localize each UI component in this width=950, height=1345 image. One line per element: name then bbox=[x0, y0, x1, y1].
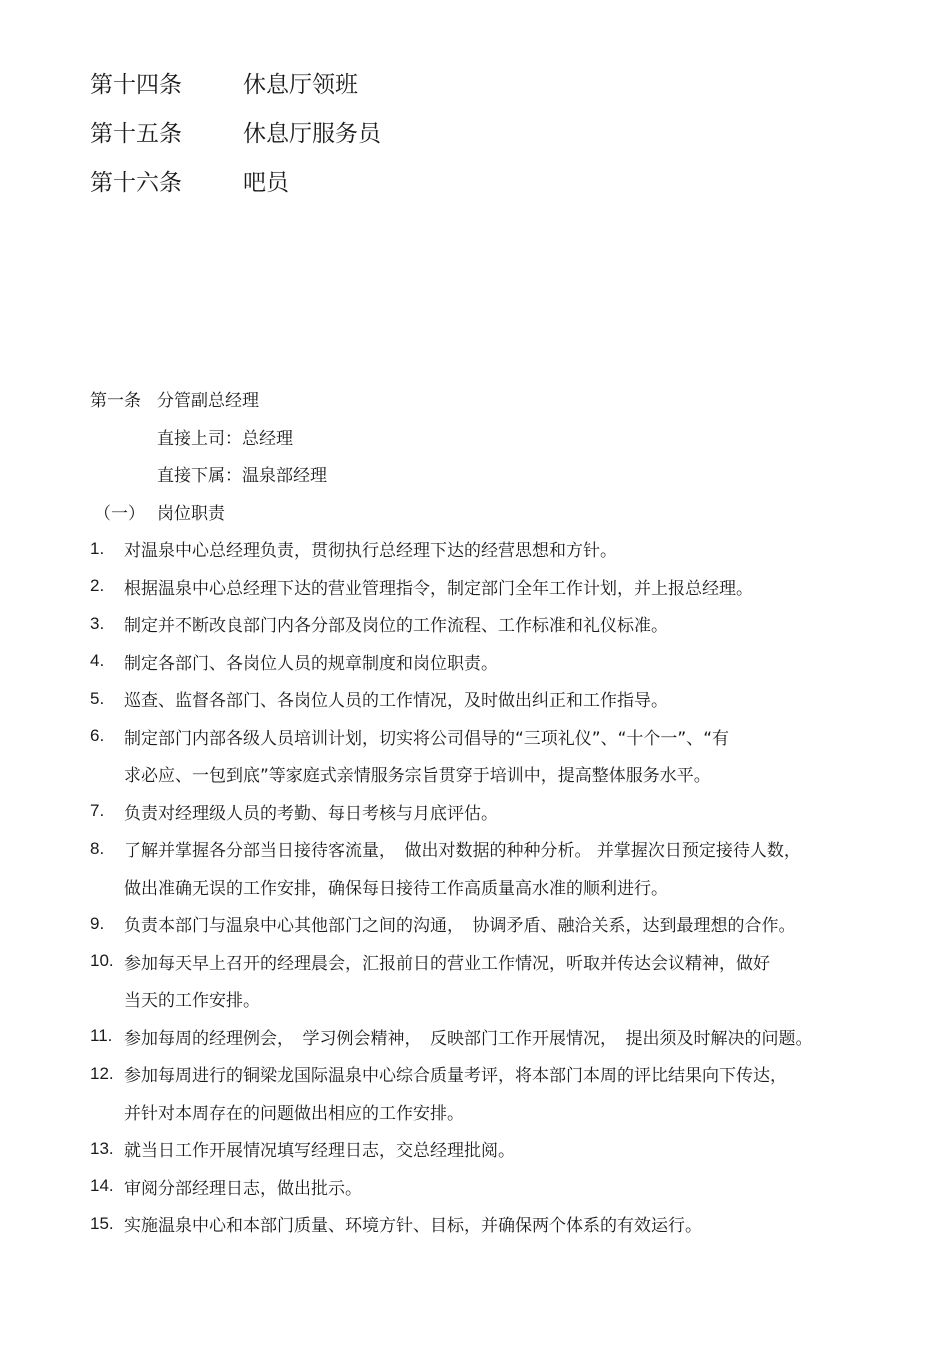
toc-article-number: 第十四条 bbox=[90, 72, 182, 98]
article-section bbox=[90, 380, 930, 1243]
list-item-text: 实施温泉中心和本部门质量、环境方针、目标，并确保两个体系的有效运行。 bbox=[124, 1216, 702, 1237]
toc-article-number: 第十六条 bbox=[90, 170, 182, 196]
list-item bbox=[90, 1205, 930, 1243]
list-item-text: 做出准确无误的工作安排，确保每日接待工作高质量高水准的顺利进行。 bbox=[124, 878, 668, 899]
duty-list bbox=[90, 530, 930, 1243]
list-item-number: 14. bbox=[90, 1176, 114, 1196]
direct-superior: 直接上司：总经理 bbox=[157, 428, 293, 449]
article-title: 分管副总经理 bbox=[157, 391, 259, 412]
list-item bbox=[90, 1168, 930, 1206]
list-item-continuation bbox=[90, 755, 930, 793]
list-item-text: 制定并不断改良部门内各分部及岗位的工作流程、工作标准和礼仪标准。 bbox=[124, 616, 668, 637]
list-item bbox=[90, 1130, 930, 1168]
list-item-text: 就当日工作开展情况填写经理日志，交总经理批阅。 bbox=[124, 1141, 515, 1162]
list-item-text: 当天的工作安排。 bbox=[124, 991, 260, 1012]
list-item-number: 11. bbox=[90, 1026, 113, 1046]
list-item-continuation bbox=[90, 980, 930, 1018]
list-item-number: 4. bbox=[90, 651, 105, 671]
list-item-text: 参加每天早上召开的经理晨会，汇报前日的营业工作情况，听取并传达会议精神，做好 bbox=[124, 953, 770, 974]
list-item-number: 5. bbox=[90, 688, 105, 708]
list-item-text: 了解并掌握各分部当日接待客流量， 做出对数据的种种分析。 并掌握次日预定接待人数， bbox=[124, 841, 801, 862]
toc-row bbox=[90, 156, 381, 205]
list-item-number: 13. bbox=[90, 1138, 114, 1158]
toc-row bbox=[90, 107, 381, 156]
list-item-text: 参加每周的经理例会， 学习例会精神， 反映部门工作开展情况， 提出须及时解决的问题。 bbox=[124, 1028, 813, 1049]
list-item-number: 1. bbox=[90, 538, 105, 558]
toc-article-number: 第十五条 bbox=[90, 121, 182, 147]
list-item-number: 2. bbox=[90, 576, 105, 596]
list-item-number: 7. bbox=[90, 801, 105, 821]
list-item bbox=[90, 643, 930, 681]
article-heading bbox=[90, 380, 930, 418]
list-item-text: 巡查、监督各部门、各岗位人员的工作情况，及时做出纠正和工作指导。 bbox=[124, 691, 668, 712]
toc-article-title: 吧员 bbox=[243, 170, 289, 196]
direct-subordinate: 直接下属：温泉部经理 bbox=[157, 466, 327, 487]
list-item-text: 负责对经理级人员的考勤、每日考核与月底评估。 bbox=[124, 803, 498, 824]
list-item bbox=[90, 530, 930, 568]
list-item-text: 求必应、一包到底”等家庭式亲情服务宗旨贯穿于培训中，提高整体服务水平。 bbox=[124, 766, 711, 787]
list-item-number: 12. bbox=[90, 1063, 114, 1083]
list-item-continuation bbox=[90, 868, 930, 906]
list-item bbox=[90, 680, 930, 718]
list-item bbox=[90, 943, 930, 981]
list-item-text: 审阅分部经理日志，做出批示。 bbox=[124, 1178, 362, 1199]
list-item-text: 制定各部门、各岗位人员的规章制度和岗位职责。 bbox=[124, 653, 498, 674]
list-item bbox=[90, 905, 930, 943]
list-item-number: 3. bbox=[90, 613, 105, 633]
section-number: （一） bbox=[94, 503, 145, 524]
section-title: 岗位职责 bbox=[157, 503, 225, 524]
toc-row bbox=[90, 58, 381, 107]
table-of-contents bbox=[90, 58, 381, 205]
list-item-number: 9. bbox=[90, 913, 105, 933]
list-item bbox=[90, 1055, 930, 1093]
list-item bbox=[90, 830, 930, 868]
toc-article-title: 休息厅领班 bbox=[243, 72, 358, 98]
list-item bbox=[90, 568, 930, 606]
list-item bbox=[90, 793, 930, 831]
list-item bbox=[90, 605, 930, 643]
article-number: 第一条 bbox=[90, 391, 141, 412]
list-item-number: 6. bbox=[90, 726, 105, 746]
list-item bbox=[90, 1018, 930, 1056]
list-item-text: 负责本部门与温泉中心其他部门之间的沟通， 协调矛盾、融洽关系，达到最理想的合作。 bbox=[124, 916, 796, 937]
toc-article-title: 休息厅服务员 bbox=[243, 121, 381, 147]
list-item-text: 参加每周进行的铜梁龙国际温泉中心综合质量考评，将本部门本周的评比结果向下传达， bbox=[124, 1066, 787, 1087]
list-item-text: 根据温泉中心总经理下达的营业管理指令，制定部门全年工作计划，并上报总经理。 bbox=[124, 578, 753, 599]
list-item bbox=[90, 718, 930, 756]
list-item-number: 8. bbox=[90, 838, 105, 858]
list-item-number: 15. bbox=[90, 1213, 114, 1233]
list-item-text: 对温泉中心总经理负责，贯彻执行总经理下达的经营思想和方针。 bbox=[124, 541, 617, 562]
list-item-continuation bbox=[90, 1093, 930, 1131]
list-item-text: 制定部门内部各级人员培训计划，切实将公司倡导的“三项礼仪”、“十个一”、“有 bbox=[124, 728, 730, 749]
list-item-text: 并针对本周存在的问题做出相应的工作安排。 bbox=[124, 1103, 464, 1124]
section-heading bbox=[90, 493, 930, 531]
list-item-number: 10. bbox=[90, 951, 114, 971]
